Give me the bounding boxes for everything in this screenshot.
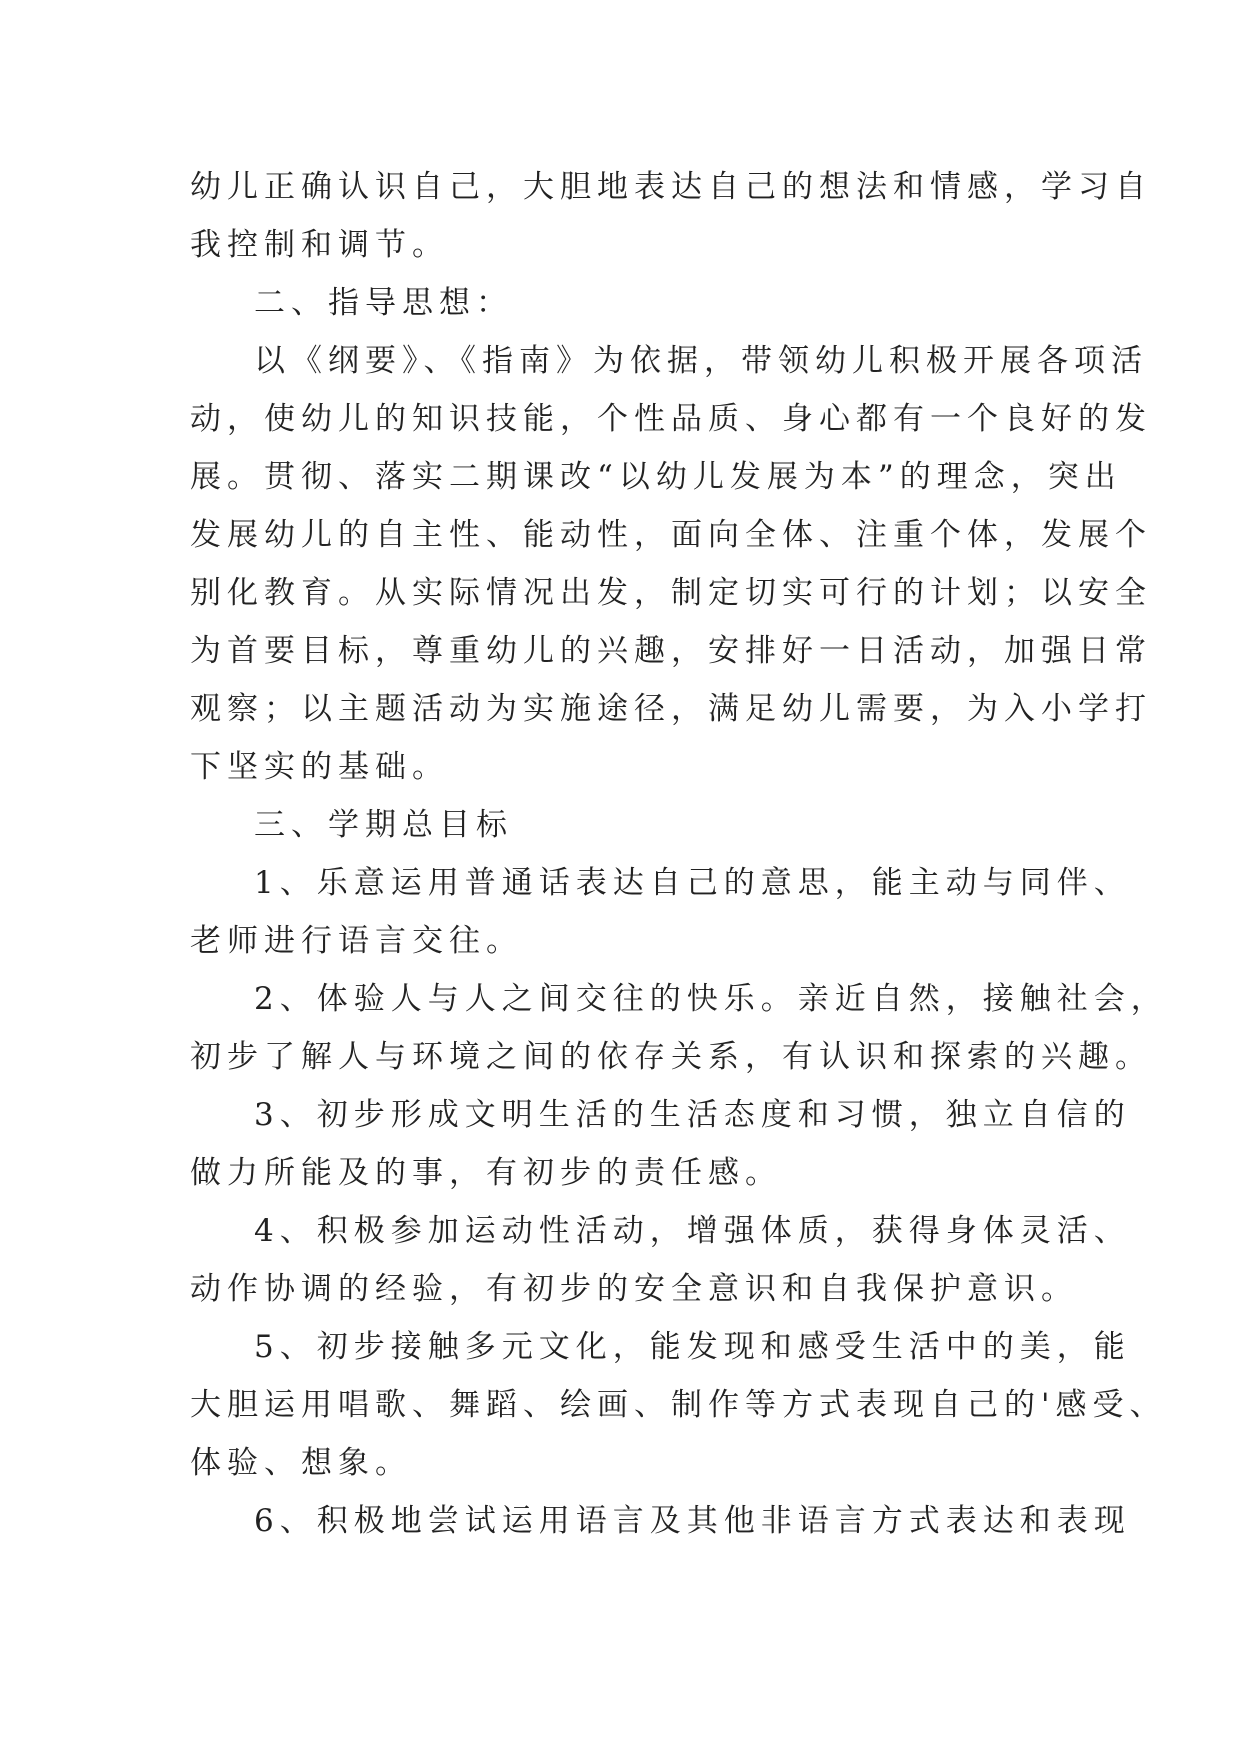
text-line-8: 别化教育。从实际情况出发，制定切实可行的计划；以安全 (190, 575, 1152, 611)
text-line-16: 初步了解人与环境之间的依存关系，有认识和探索的兴趣。 (190, 1039, 1152, 1075)
text-line-6: 展。贯彻、落实二期课改“以幼儿发展为本”的理念，突出 (190, 459, 1122, 495)
text-line-23: 体验、想象。 (190, 1445, 412, 1481)
text-line-5: 动，使幼儿的知识技能，个性品质、身心都有一个良好的发 (190, 401, 1152, 437)
text-line-22: 大胆运用唱歌、舞蹈、绘画、制作等方式表现自己的'感受、 (190, 1387, 1167, 1423)
text-line-14: 老师进行语言交往。 (190, 923, 523, 959)
document-body (190, 158, 1168, 1550)
text-line-20: 动作协调的经验，有初步的安全意识和自我保护意识。 (190, 1271, 1078, 1307)
text-line-4: 以《纲要》、《指南》为依据，带领幼儿积极开展各项活 (254, 343, 1148, 379)
text-line-11: 下坚实的基础。 (190, 749, 449, 785)
text-line-18: 做力所能及的事，有初步的责任感。 (190, 1155, 782, 1191)
goal-item-3: 3、初步形成文明生活的生活态度和习惯，独立自信的 (254, 1097, 1131, 1133)
section-heading-term-goals: 三、学期总目标 (254, 807, 513, 843)
text-line-7: 发展幼儿的自主性、能动性，面向全体、注重个体，发展个 (190, 517, 1152, 553)
text-line-2: 我控制和调节。 (190, 227, 449, 263)
text-line-10: 观察；以主题活动为实施途径，满足幼儿需要，为入小学打 (190, 691, 1152, 727)
text-line-9: 为首要目标，尊重幼儿的兴趣，安排好一日活动，加强日常 (190, 633, 1152, 669)
section-heading-guiding-thought: 二、指导思想： (254, 285, 513, 321)
goal-item-2: 2、体验人与人之间交往的快乐。亲近自然，接触社会， (254, 981, 1168, 1017)
goal-item-6: 6、积极地尝试运用语言及其他非语言方式表达和表现 (254, 1503, 1131, 1539)
text-line-1: 幼儿正确认识自己，大胆地表达自己的想法和情感，学习自 (190, 169, 1152, 205)
goal-item-5: 5、初步接触多元文化，能发现和感受生活中的美，能 (254, 1329, 1131, 1365)
goal-item-1: 1、乐意运用普通话表达自己的意思，能主动与同伴、 (254, 865, 1131, 901)
goal-item-4: 4、积极参加运动性活动，增强体质，获得身体灵活、 (254, 1213, 1131, 1249)
